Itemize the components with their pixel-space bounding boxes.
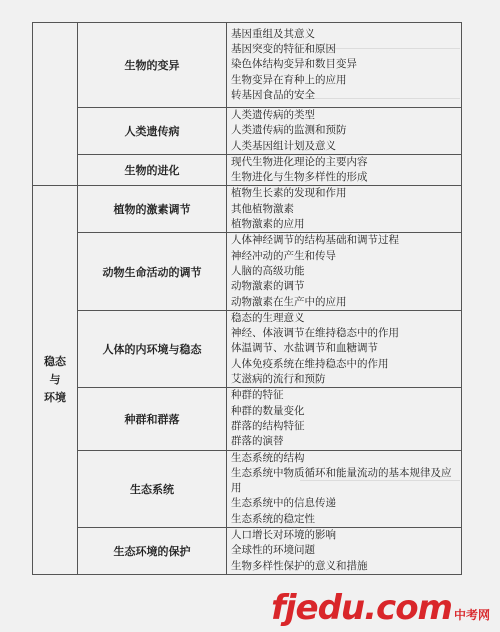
content-item: 群落的演替 xyxy=(231,435,284,448)
content-item: 人类遗传病的类型 xyxy=(231,109,315,121)
topic-cell: 人类遗传病 xyxy=(78,108,227,155)
content-item: 其他植物激素 xyxy=(231,202,294,215)
table-row xyxy=(33,186,462,233)
content-item: 人脑的高级功能 xyxy=(231,264,305,277)
topic-cell: 生态环境的保护 xyxy=(78,528,227,575)
table-row xyxy=(33,528,462,575)
topic-cell: 生态系统 xyxy=(78,450,227,527)
content-cell xyxy=(227,154,462,186)
content-item: 体温调节、水盐调节和血糖调节 xyxy=(231,342,378,355)
content-item: 人口增长对环境的影响 xyxy=(231,529,336,542)
content-cell xyxy=(227,233,462,310)
table-row xyxy=(33,310,462,387)
area-cell xyxy=(33,23,78,186)
content-cell xyxy=(227,186,462,233)
content-item: 转基因食品的安全 xyxy=(231,88,315,101)
content-item: 生态系统中物质循环和能量流动的基本规律及应用 xyxy=(231,466,452,495)
watermark-logo xyxy=(271,588,490,628)
content-item: 动物激素在生产中的应用 xyxy=(231,295,347,308)
content-item: 群落的结构特征 xyxy=(231,419,305,432)
content-item: 植物生长素的发现和作用 xyxy=(231,187,347,200)
content-item: 生态系统的稳定性 xyxy=(231,512,315,525)
content-item: 人体神经调节的结构基础和调节过程 xyxy=(231,234,399,247)
topic-cell: 生物的进化 xyxy=(78,154,227,186)
content-item: 人类基因组计划及意义 xyxy=(231,139,336,152)
topic-cell: 植物的激素调节 xyxy=(78,186,227,233)
area-cell xyxy=(33,186,78,574)
watermark-text: fjedu.com xyxy=(271,588,452,628)
content-cell xyxy=(227,528,462,575)
table-row xyxy=(33,154,462,186)
content-cell xyxy=(227,388,462,450)
topic-cell: 种群和群落 xyxy=(78,388,227,450)
content-item: 艾滋病的流行和预防 xyxy=(231,373,326,386)
content-item: 动物激素的调节 xyxy=(231,280,305,293)
content-item: 基因重组及其意义 xyxy=(231,27,315,40)
area-label-line: 稳态 xyxy=(44,355,66,369)
topic-cell: 人体的内环境与稳态 xyxy=(78,310,227,387)
content-item: 生态系统的结构 xyxy=(231,451,305,464)
content-item: 神经、体液调节在维持稳态中的作用 xyxy=(231,327,399,340)
topic-cell: 动物生命活动的调节 xyxy=(78,233,227,310)
content-item: 植物激素的应用 xyxy=(231,218,305,231)
content-item: 全球性的环境问题 xyxy=(231,544,315,557)
content-item: 生物变异在育种上的应用 xyxy=(231,73,347,86)
table-row xyxy=(33,450,462,527)
watermark-subtext: 中考网 xyxy=(453,608,490,622)
table-row xyxy=(33,388,462,450)
content-item: 生物进化与生物多样性的形成 xyxy=(231,171,368,184)
content-item: 神经冲动的产生和传导 xyxy=(231,249,336,262)
content-item: 种群的特征 xyxy=(231,389,284,402)
content-item: 种群的数量变化 xyxy=(231,404,305,417)
content-item: 基因突变的特征和原因 xyxy=(231,43,336,56)
content-item: 染色体结构变异和数目变异 xyxy=(231,58,357,71)
table-row xyxy=(33,233,462,310)
content-item: 现代生物进化理论的主要内容 xyxy=(231,155,368,168)
content-item: 生态系统中的信息传递 xyxy=(231,497,336,510)
area-label-line: 环境 xyxy=(44,391,66,405)
area-label-line: 与 xyxy=(49,373,61,387)
content-cell xyxy=(227,23,462,108)
table-row xyxy=(33,23,462,108)
syllabus-table xyxy=(32,22,462,575)
content-cell xyxy=(227,108,462,155)
content-cell xyxy=(227,310,462,387)
content-item: 生物多样性保护的意义和措施 xyxy=(231,559,368,572)
content-item: 人类遗传病的监测和预防 xyxy=(231,124,347,137)
topic-cell: 生物的变异 xyxy=(78,23,227,108)
content-item: 人体免疫系统在维持稳态中的作用 xyxy=(231,357,389,370)
table-row xyxy=(33,108,462,155)
content-cell xyxy=(227,450,462,527)
content-item: 稳态的生理意义 xyxy=(231,311,305,324)
